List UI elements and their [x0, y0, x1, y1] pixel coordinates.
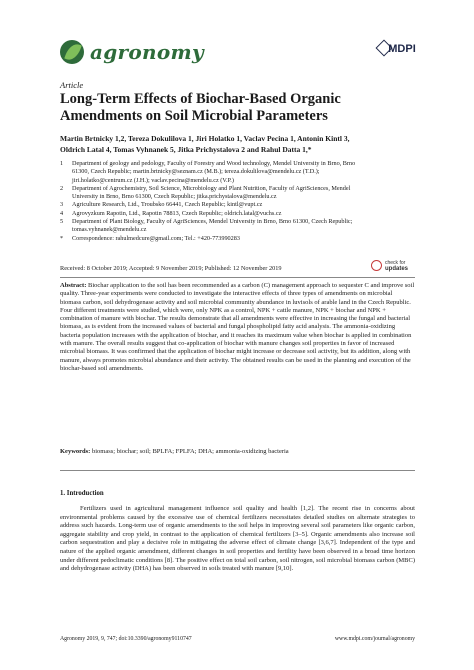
divider — [60, 470, 415, 471]
mdpi-logo — [377, 40, 415, 58]
keywords — [60, 448, 415, 455]
correspondence: * Correspondence: rahulmedcure@gmail.com; Tel.: +420-773990283 — [60, 234, 240, 242]
section-heading: 1. Introduction — [60, 490, 104, 497]
affiliation-item: 4 Agrovyzkum Rapotin, Ltd., Rapotin 78813, Czech Republic; oldrich.latal@vuchs.cz — [60, 209, 282, 217]
abstract — [60, 282, 415, 373]
paragraph: Fertilizers used in agricultural management influence soil quality and health [1,2]. The recent rise in concerns about environmental problems caused by the excessive use of chemical fertilizers necessitates detailed studies on alternate strategies to address such hazards. Long-term use of organic amendments to the soil helps in improving several soil parameters like organic carbon, aggregate stability and crop yield, in contrast to the application of chemical fertilizers [3–5]. Organic amendments also increase soil carbon sequestration and play a decisive role in mitigating the adverse effect of climate change [3,6,7]. Independent of the type and nature of the applied organic amendment, different changes in soil properties and fertility have been observed in a broad time horizon under different pedoclimatic conditions [8]. The positive effect on total soil carbon, soil nitrogen, soil microbial biomass carbon (MBC) and dehydrogenase activity (DHA) has been observed in soils treated with manure [9,10]. — [60, 505, 415, 573]
affiliation-item: 3 Agriculture Research, Ltd., Troubsko 66441, Czech Republic; kintl@vupt.cz — [60, 201, 263, 209]
authors-line-1[interactable]: Martin Brtnicky 1,2, Tereza Dokulilova 1, Jiri Holatko 1, Vaclav Pecina 1, Antonin Kintl 3, — [60, 134, 350, 143]
footer-journal-link[interactable]: www.mdpi.com/journal/agronomy — [334, 636, 415, 642]
paper-title: Long-Term Effects of Biochar-Based Organic Amendments on Soil Microbial Parameters — [60, 91, 341, 124]
keywords-label: Keywords: — [60, 448, 91, 455]
agronomy-leaf-icon — [60, 40, 84, 64]
abstract-label: Abstract: — [60, 282, 87, 289]
author-list — [60, 133, 420, 155]
publisher-name: MDPI — [388, 43, 416, 55]
update-check-icon — [371, 260, 382, 271]
publication-dates: Received: 8 October 2019; Accepted: 9 November 2019; Published: 12 November 2019 — [60, 265, 282, 272]
introduction-text — [60, 505, 415, 574]
abstract-text: Biochar application to the soil has been recommended as a carbon (C) management approach to sequester C and improve soil quality. Three-year experiments were conducted to investigate the interactive effects of three types of amendments on microbial biomass carbon, soil dehydrogenase activity and soil microbial community abundance in luvisols of arable land in the Czech Republic. Four different treatments were studied, which were, only NPK as a control, NPK + cattle manure, NPK + biochar and NPK + combination of manure with biochar. The results demonstrate that all amendments were effective in increasing the fungal and bacterial biomass, as is evident from the increased values of bacterial and fungal phospholipid fatty acid analysis. The ammonia-oxidizing bacteria population increases with the application of biochar, and it reaches its maximum value when biochar is applied in combination with manure. The overall results suggest that co-application of biochar with manure changes soil properties in favor of increased microbial biomass. It was confirmed that the application of biochar might increase or decrease soil activity, but its addition, along with manure, always promotes microbial abundance and their activity. The obtained results can be used in the planning and execution of the biochar-based soil amendments. — [60, 282, 415, 372]
divider — [60, 277, 415, 278]
footer-citation: Agronomy 2019, 9, 747; doi:10.3390/agronomy9110747 — [60, 636, 192, 642]
journal-name: agronomy — [90, 40, 204, 64]
affiliation-item: 1 Department of geology and pedology, Faculty of Forestry and Wood technology, Mendel University in Brno, Brno 61300, Czech Republic; martin.brtnicky@seznam.cz (M.B.); tereza.dokulilova@mendelu.cz (T.D.); jiri.holatko@centrum.cz (J.H.); vaclav.pecina@mendelu.cz (V.P.) — [60, 160, 356, 184]
keywords-text: biomass; biochar; soil; BPLFA; FPLFA; DHA; ammonia-oxidizing bacteria — [91, 448, 289, 455]
affiliations — [60, 160, 360, 243]
affiliation-item: 2 Department of Agrochemistry, Soil Science, Microbiology and Plant Nutrition, Faculty of AgriSciences, Mendel University in Brno, Brno 61300, Czech Republic; jitka.prichystalova@mendelu.cz — [60, 184, 351, 201]
article-type: Article — [60, 80, 84, 90]
affiliation-item: 5 Department of Plant Biology, Faculty of AgriSciences, Mendel University in Brno, Brno 61300, Czech Republic; tomas.vyhnanek@mendelu.cz — [60, 218, 353, 234]
authors-line-2[interactable]: Oldrich Latal 4, Tomas Vyhnanek 5, Jitka Prichystalova 2 and Rahul Datta 1,* — [60, 145, 312, 154]
check-for-updates-button[interactable]: check for updates — [371, 258, 411, 276]
